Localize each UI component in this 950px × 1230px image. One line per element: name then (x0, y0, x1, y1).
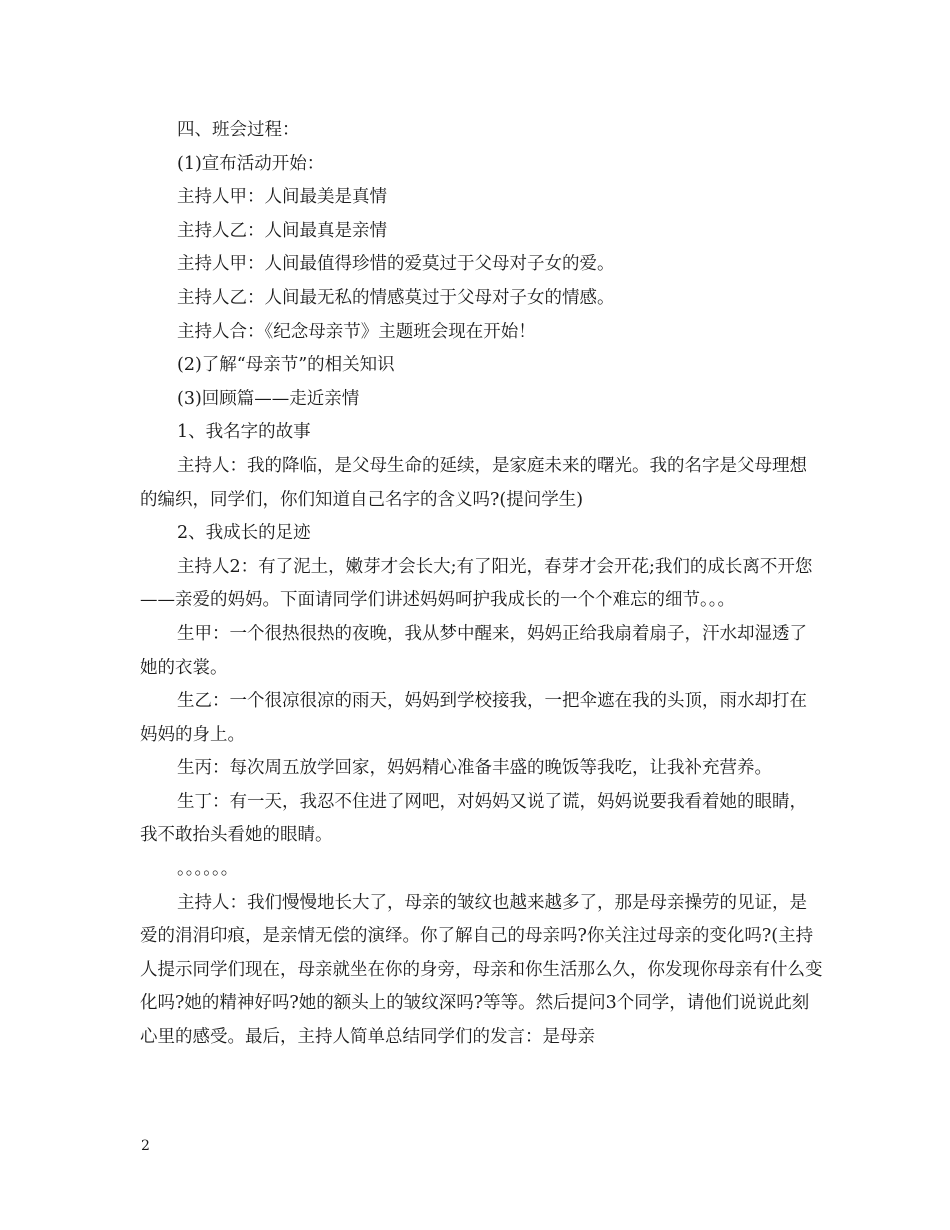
paragraph: 主持人甲：人间最值得珍惜的爱莫过于父母对子女的爱。 (177, 254, 615, 275)
paragraph: 主持人乙：人间最真是亲情 (177, 220, 387, 241)
list-heading: 1、我名字的故事 (177, 422, 311, 443)
paragraph: 主持人2：有了泥土，嫩芽才会长大;有了阳光，春芽才会开花;我们的成长离不开您——亲爱的妈妈。下面请同学们讲述妈妈呵护我成长的一个个难忘的细节。。。 (140, 556, 813, 611)
section-heading: 四、班会过程： (177, 120, 300, 140)
paragraph: 主持人乙：人间最无私的情感莫过于父母对子女的情感。 (177, 287, 615, 308)
paragraph: 主持人：我们慢慢地长大了，母亲的皱纹也越来越多了，那是母亲操劳的见证，是爱的涓涓印痕，是亲情无偿的演绎。你了解自己的母亲吗?你关注过母亲的变化吗?(主持人提示同学们现在，母亲就坐在你的身旁，母亲和你生活那么久，你发现你母亲有什么变化吗?她的精神好吗?她的额头上的皱纹深吗?等等。然后提问3个同学，请他们说说此刻心里的感受。最后，主持人简单总结同学们的发言：是母亲 (140, 892, 823, 1048)
paragraph: 生乙：一个很凉很凉的雨天，妈妈到学校接我，一把伞遮在我的头顶，雨水却打在妈妈的身上。 (140, 691, 807, 745)
paragraph: 主持人合：《纪念母亲节》主题班会现在开始！ (177, 321, 536, 342)
subsection-heading: (2)了解“母亲节”的相关知识 (177, 355, 395, 376)
paragraph: 生丙：每次周五放学回家，妈妈精心准备丰盛的晚饭等我吃，让我补充营养。 (177, 758, 772, 779)
ellipsis-line: 。。。。。。 (177, 859, 239, 880)
paragraph: 主持人：我的降临，是父母生命的延续，是家庭未来的曙光。我的名字是父母理想的编织，同学们，你们知道自己名字的含义吗?(提问学生) (140, 455, 807, 510)
document-body (140, 114, 824, 1055)
paragraph: 主持人甲：人间最美是真情 (177, 187, 387, 208)
subsection-heading: (3)回顾篇——走近亲情 (177, 388, 360, 409)
page-number: 2 (141, 1138, 150, 1154)
subsection-heading: (1)宣布活动开始： (177, 153, 325, 174)
paragraph: 生丁：有一天，我忍不住进了网吧，对妈妈又说了谎，妈妈说要我看着她的眼睛，我不敢抬头看她的眼睛。 (140, 791, 807, 846)
list-heading: 2、我成长的足迹 (177, 523, 311, 544)
paragraph: 生甲：一个很热很热的夜晚，我从梦中醒来，妈妈正给我扇着扇子，汗水却湿透了她的衣裳。 (140, 623, 807, 678)
